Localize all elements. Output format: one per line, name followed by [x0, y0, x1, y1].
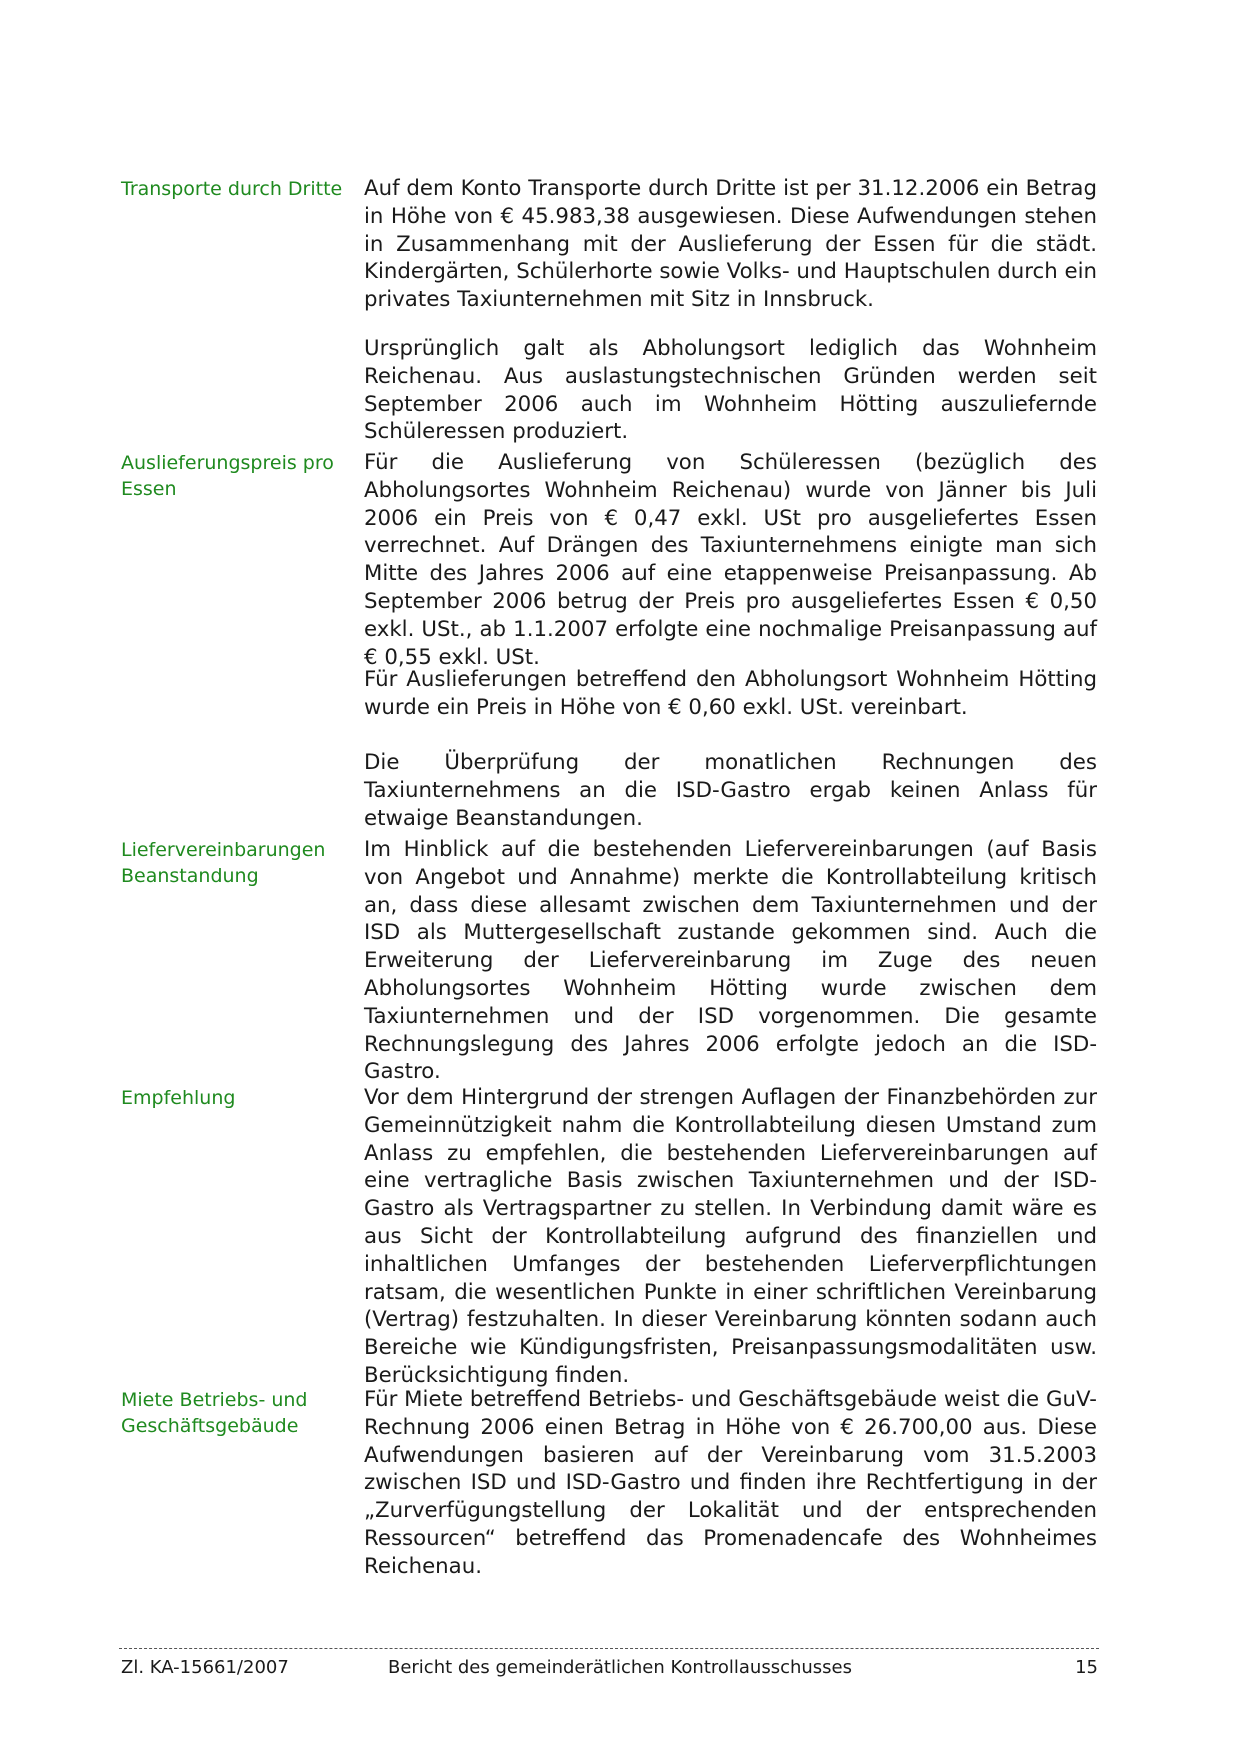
paragraph-auslieferungspreis-1: Für die Auslieferung von Schüleressen (bezüglich des Abholungsortes Wohnheim Reichenau) wurde von Jänner bis Juli 2006 ein Preis von € 0,47 exkl. USt pro ausgeliefertes Essen verrechnet. Auf Drängen des Taxiunternehmens einigte man sich Mitte des Jahres 2006 auf eine etappenweise Preisanpassung. Ab September 2006 betrug der Preis pro ausgeliefertes Essen € 0,50 exkl. USt., ab 1.1.2007 erfolgte eine nochmalige Preisanpassung auf € 0,55 exkl. USt.	[364, 450, 1097, 670]
paragraph-auslieferungspreis-3: Die Überprüfung der monatlichen Rechnungen des Taxiunternehmens an die ISD-Gastro ergab keinen Anlass für etwaige Beanstandungen.	[364, 750, 1097, 831]
paragraph-transporte-1: Auf dem Konto Transporte durch Dritte ist per 31.12.2006 ein Betrag in Höhe von € 45.983,38 ausgewiesen. Diese Aufwendungen stehen in Zusammenhang mit der Auslieferung der Essen für die städt. Kindergärten, Schülerhorte sowie Volks- und Hauptschulen durch ein privates Taxiunternehmen mit Sitz in Innsbruck.	[364, 176, 1098, 313]
footer-divider	[119, 1648, 1099, 1649]
paragraph-empfehlung-1: Vor dem Hintergrund der strengen Auflagen der Finanzbehörden zur Gemeinnützigkeit nahm die Kontrollabteilung diesen Umstand zum Anlass zu empfehlen, die bestehenden Liefervereinbarungen auf eine vertragliche Basis zwischen Taxiunternehmen und der ISD-Gastro als Vertragspartner zu stellen. In Verbindung damit wäre es aus Sicht der Kontrollabteilung aufgrund des finanziellen und inhaltlichen Umfanges der bestehenden Lieferverpflichtungen ratsam, die wesentlichen Punkte in einer schriftlichen Vereinbarung (Vertrag) festzuhalten. In dieser Vereinbarung könnten sodann auch Bereiche wie Kündigungsfristen, Preisanpassungsmodalitäten usw. Berücksichtigung finden.	[364, 1085, 1097, 1388]
paragraph-liefervereinbarungen-1: Im Hinblick auf die bestehenden Liefervereinbarungen (auf Basis von Angebot und Annahme) merkte die Kontrollabteilung kritisch an, dass diese allesamt zwischen dem Taxiunternehmen und der ISD als Muttergesellschaft zustande gekommen sind. Auch die Erweiterung der Liefervereinbarung im Zuge des neuen Abholungsortes Wohnheim Hötting wurde zwischen dem Taxiunternehmen und der ISD vorgenommen. Die gesamte Rechnungslegung des Jahres 2006 erfolgte jedoch an die ISD-Gastro.	[364, 837, 1097, 1085]
margin-label-liefervereinbarungen: Liefervereinbarungen Beanstandung	[121, 839, 326, 887]
footer-reference: Zl. KA-15661/2007	[121, 1657, 289, 1678]
margin-label-auslieferungspreis: Auslieferungspreis pro Essen	[121, 452, 334, 500]
footer-page-number: 15	[1075, 1657, 1098, 1678]
margin-label-transporte: Transporte durch Dritte	[121, 178, 343, 200]
paragraph-miete-1: Für Miete betreffend Betriebs- und Geschäftsgebäude weist die GuV-Rechnung 2006 einen Betrag in Höhe von € 26.700,00 aus. Diese Aufwendungen basieren auf der Vereinbarung vom 31.5.2003 zwischen ISD und ISD-Gastro und finden ihre Rechtfertigung in der „Zurverfügungstellung der Lokalität und der entsprechenden Ressourcen“ betreffend das Promenadencafe des Wohnheimes Reichenau.	[364, 1387, 1097, 1579]
margin-label-empfehlung: Empfehlung	[121, 1087, 236, 1109]
footer-title: Bericht des gemeinderätlichen Kontrollausschusses	[387, 1657, 853, 1678]
paragraph-transporte-2: Ursprünglich galt als Abholungsort lediglich das Wohnheim Reichenau. Aus auslastungstechnischen Gründen werden seit September 2006 auch im Wohnheim Hötting auszuliefernde Schüleressen produziert.	[364, 336, 1097, 445]
margin-label-miete: Miete Betriebs- und Geschäftsgebäude	[121, 1389, 308, 1437]
paragraph-auslieferungspreis-2: Für Auslieferungen betreffend den Abholungsort Wohnheim Hötting wurde ein Preis in Höhe von € 0,60 exkl. USt. vereinbart.	[364, 667, 1097, 720]
